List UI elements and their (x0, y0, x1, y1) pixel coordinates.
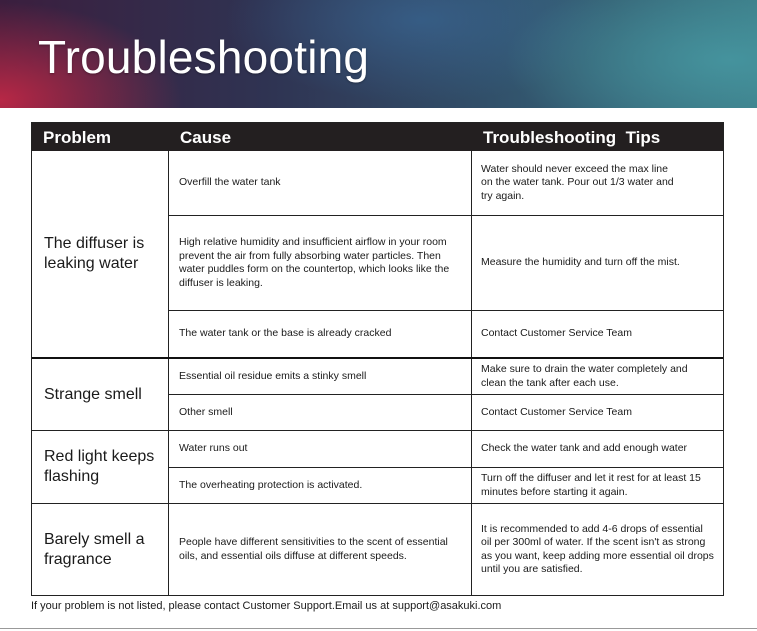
cause-cell (169, 395, 471, 430)
header-banner (0, 0, 757, 108)
header-problem: Problem (43, 128, 112, 147)
tip-cell (472, 151, 723, 215)
problem-text: Strange smell (44, 385, 142, 403)
tip-cell (472, 431, 723, 467)
cause-cell (169, 151, 471, 215)
cause-text: Water runs out (179, 442, 248, 455)
cause-cell (169, 431, 471, 467)
tip-cell (472, 504, 723, 595)
cause-text: High relative humidity and insufficient airflow in your room prevent the air from fully absorbing water particles. Then water puddles form on the countertop, which looks like the diffuser is leaking. (179, 236, 450, 289)
cause-text: People have different sensitivities to the scent of essential oils, and essential oils diffuse at different speeds. (179, 536, 448, 562)
page-title: Troubleshooting (38, 31, 370, 83)
tip-text: Contact Customer Service Team (481, 327, 632, 340)
tip-text: Contact Customer Service Team (481, 405, 632, 418)
cause-text: The overheating protection is activated. (179, 478, 363, 491)
cause-cell (169, 359, 471, 394)
cause-text: Overfill the water tank (179, 176, 281, 189)
tip-cell (472, 359, 723, 394)
problem-text: The diffuser is leaking water (44, 235, 145, 272)
problem-text: Barely smell a fragrance (44, 530, 145, 568)
tip-text: Make sure to drain the water completely and clean the tank after each use. (481, 363, 688, 389)
tip-text: Water should never exceed the max line on the water tank. Pour out 1/3 water and try again. (481, 162, 674, 202)
troubleshooting-table (31, 122, 724, 596)
tip-text: Measure the humidity and turn off the mist. (481, 256, 680, 269)
cause-cell (169, 311, 471, 357)
cause-text: Other smell (179, 405, 233, 418)
header-cause: Cause (180, 128, 232, 147)
tip-text: Turn off the diffuser and let it rest for at least 15 minutes before starting it again. (481, 472, 701, 498)
bottom-divider (0, 628, 757, 629)
cause-cell (169, 504, 471, 595)
cause-text: Essential oil residue emits a stinky smell (179, 369, 367, 382)
support-footer-note: If your problem is not listed, please contact Customer Support.Email us at support@asakuki.com (31, 600, 502, 612)
tip-text: It is recommended to add 4-6 drops of essential oil per 300ml of water. If the scent isn't as strong as you want, keep adding more essential oil drops until you are satisfied. (481, 522, 714, 575)
problem-cell (32, 504, 168, 595)
header-tips: Troubleshooting Tips (483, 128, 661, 147)
cause-text: The water tank or the base is already cracked (179, 327, 392, 340)
tip-cell (472, 216, 723, 310)
tip-cell (472, 468, 723, 503)
cause-cell (169, 468, 471, 503)
problem-cell (32, 151, 168, 357)
problem-text: Red light keeps flashing (44, 448, 155, 485)
problem-cell (32, 431, 168, 503)
tip-text: Check the water tank and add enough water (481, 442, 688, 455)
tip-cell (472, 395, 723, 430)
tip-cell (472, 311, 723, 357)
problem-cell (32, 359, 168, 430)
cause-cell (169, 216, 471, 310)
table-header-row (32, 123, 723, 151)
